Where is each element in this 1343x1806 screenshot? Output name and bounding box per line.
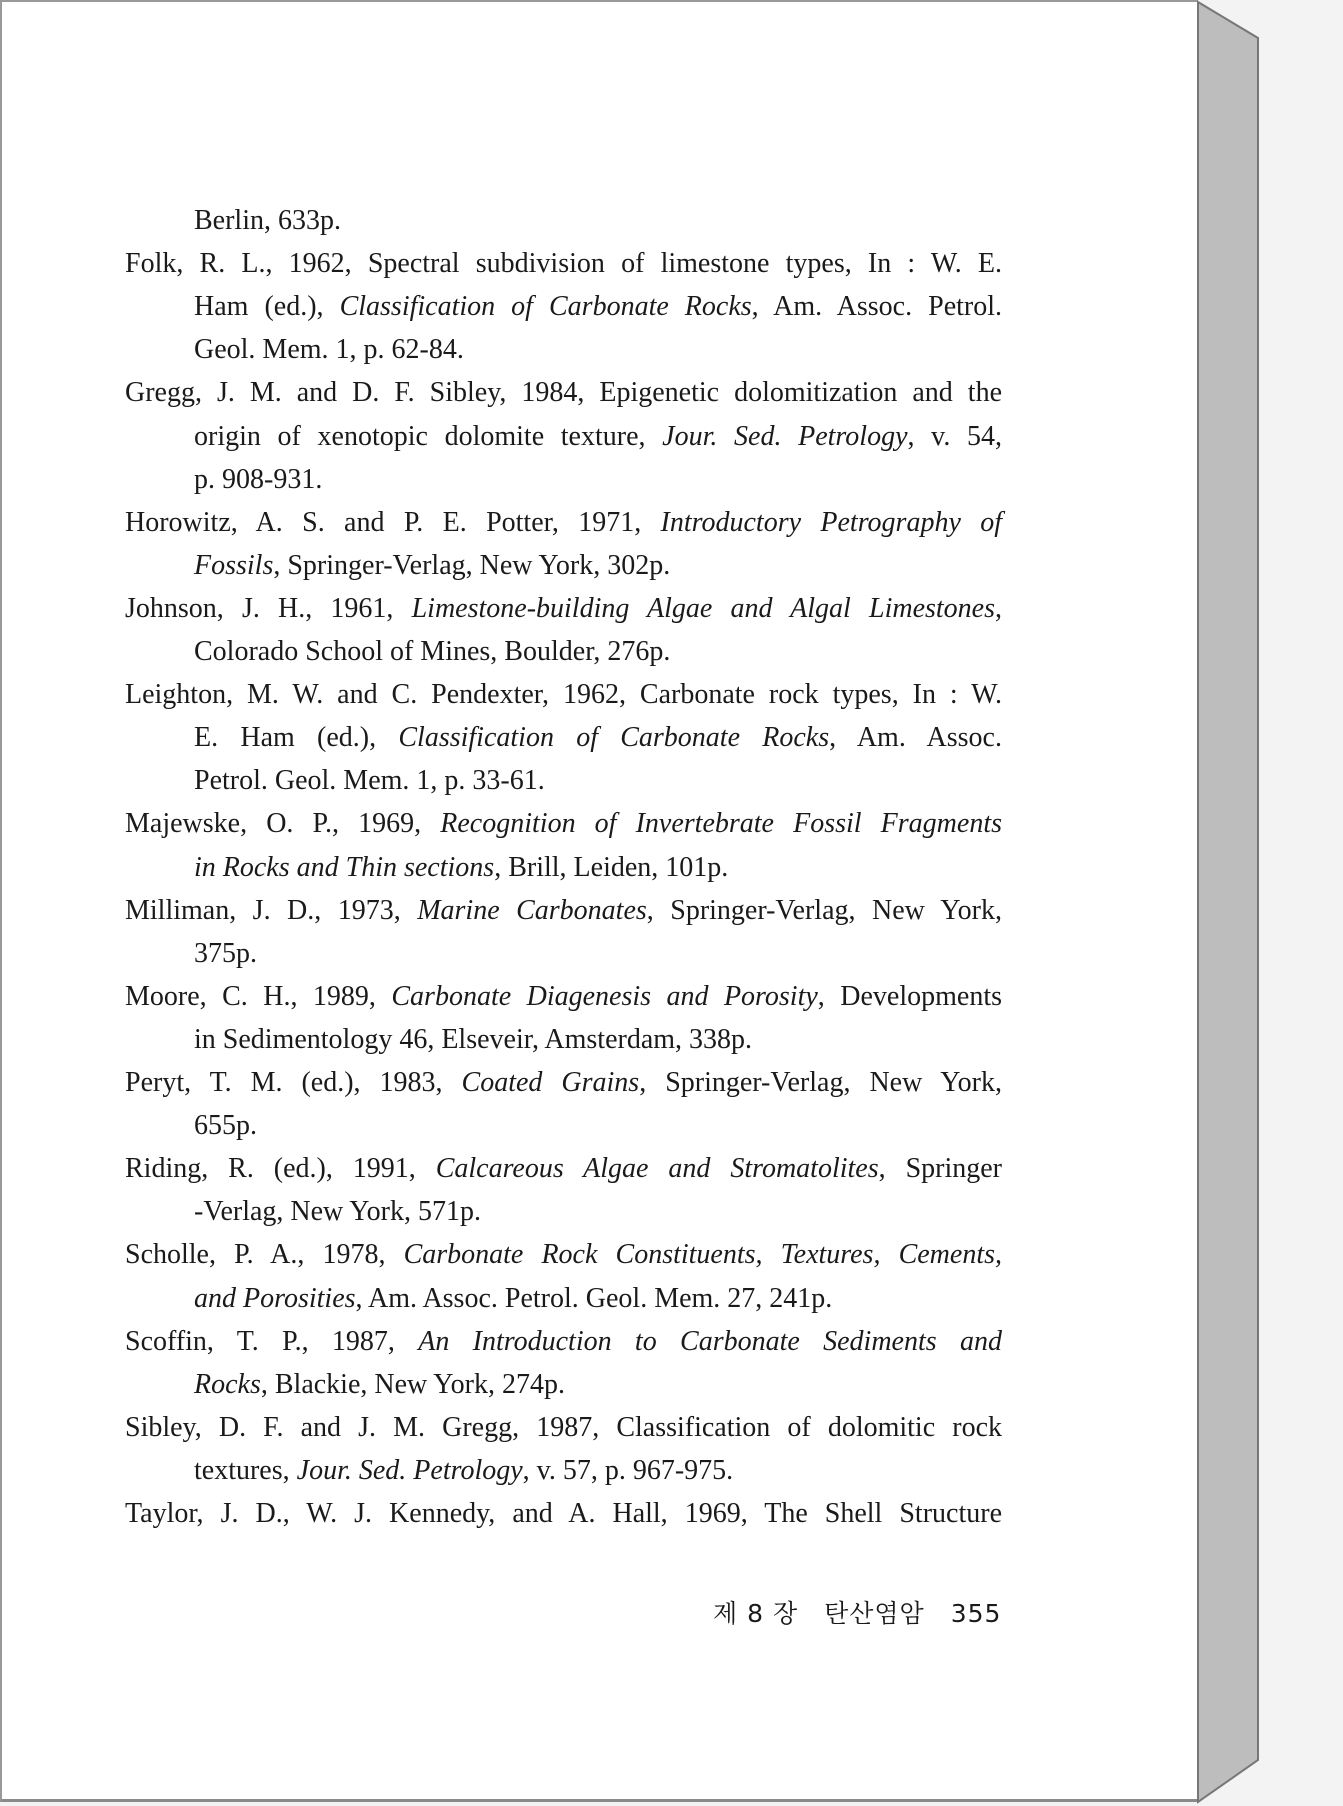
italic-title: Coated Grains	[461, 1067, 640, 1098]
italic-title: and Porosities	[194, 1282, 356, 1314]
reference-text: Majewske, O. P., 1969,	[125, 808, 441, 840]
reference-text: in Sedimentology 46, Elseveir, Amsterdam, 338p.	[194, 1023, 753, 1055]
reference-text: , Am. Assoc. Petrol.	[751, 291, 1002, 323]
reference-text: Folk, R. L., 1962, Spectral subdivision of limestone types, In : W. E.	[125, 248, 1002, 280]
italic-title: Fossils	[194, 549, 274, 581]
reference-text: Leighton, M. W. and C. Pendexter, 1962, Carbonate rock types, In : W.	[125, 679, 1002, 711]
italic-title: Limestone-building Algae and Algal Limestones	[411, 592, 995, 624]
reference-text: textures,	[194, 1454, 297, 1486]
italic-title: Jour. Sed. Petrology	[296, 1454, 523, 1486]
italic-title: Carbonate Diagenesis and Porosity	[391, 980, 818, 1012]
reference-text: Scoffin, T. P., 1987,	[125, 1325, 419, 1357]
reference-text: 655p.	[194, 1110, 257, 1142]
reference-text: Gregg, J. M. and D. F. Sibley, 1984, Epigenetic dolomitization and the	[125, 377, 1002, 409]
reference-text: E. Ham (ed.),	[194, 722, 399, 754]
reference-text: Riding, R. (ed.), 1991,	[125, 1153, 436, 1185]
reference-text: Geol. Mem. 1, p. 62-84.	[194, 334, 464, 366]
reference-text: Milliman, J. D., 1973,	[125, 894, 418, 926]
reference-text: 375p.	[194, 937, 257, 969]
reference-text: , Springer	[878, 1153, 1002, 1185]
italic-title: Rocks	[194, 1368, 261, 1400]
italic-title: Carbonate Rock Constituents, Textures, Cements,	[403, 1239, 1002, 1271]
reference-text: Scholle, P. A., 1978,	[125, 1239, 404, 1271]
reference-text: , Springer-Verlag, New York, 302p.	[273, 549, 671, 581]
reference-text: Petrol. Geol. Mem. 1, p. 33-61.	[194, 765, 545, 797]
italic-title: Introductory Petrography of	[660, 506, 1003, 538]
reference-text: , Am. Assoc.	[829, 722, 1002, 754]
reference-text: -Verlag, New York, 571p.	[194, 1196, 481, 1228]
chapter-title: 탄산염암	[824, 1599, 925, 1628]
reference-text: , v. 54,	[907, 420, 1003, 452]
reference-text: Peryt, T. M. (ed.), 1983,	[125, 1067, 462, 1098]
chapter-label: 제 8 장	[713, 1599, 799, 1628]
reference-text: origin of xenotopic dolomite texture,	[194, 420, 663, 452]
reference-text: Colorado School of Mines, Boulder, 276p.	[194, 636, 671, 667]
reference-text: ,	[995, 592, 1002, 624]
italic-title: Classification of Carbonate Rocks	[339, 291, 752, 323]
reference-text: Moore, C. H., 1989,	[125, 980, 392, 1012]
page-edge-shade	[1198, 2, 1258, 1802]
page-number: 355	[950, 1599, 1002, 1628]
italic-title: Marine Carbonates	[417, 894, 647, 926]
reference-text: p. 908-931.	[194, 463, 323, 495]
italic-title: Recognition of Invertebrate Fossil Fragments	[440, 808, 1002, 840]
reference-text: , v. 57, p. 967-975.	[522, 1454, 734, 1486]
reference-text: , Developments	[817, 980, 1002, 1012]
reference-text: , Am. Assoc. Petrol. Geol. Mem. 27, 241p.	[355, 1282, 833, 1314]
reference-text: Horowitz, A. S. and P. E. Potter, 1971,	[125, 506, 661, 538]
reference-text: , Springer-Verlag, New York,	[646, 894, 1003, 926]
reference-text: , Blackie, New York, 274p.	[260, 1368, 565, 1400]
reference-text: Berlin, 633p.	[194, 205, 341, 236]
italic-title: Calcareous Algae and Stromatolites	[435, 1153, 879, 1185]
reference-text: , Springer-Verlag, New York,	[639, 1067, 1002, 1098]
italic-title: An Introduction to Carbonate Sediments and	[418, 1325, 1002, 1357]
reference-text: Sibley, D. F. and J. M. Gregg, 1987, Classification of dolomitic rock	[125, 1411, 1002, 1443]
reference-text: , Brill, Leiden, 101p.	[494, 851, 729, 883]
reference-text: Taylor, J. D., W. J. Kennedy, and A. Hall, 1969, The Shell Structure	[125, 1498, 1002, 1529]
reference-text: Johnson, J. H., 1961,	[125, 592, 412, 624]
italic-title: Classification of Carbonate Rocks	[398, 722, 830, 754]
italic-title: Jour. Sed. Petrology	[662, 420, 908, 452]
italic-title: in Rocks and Thin sections	[194, 851, 495, 883]
reference-text: Ham (ed.),	[194, 291, 340, 323]
